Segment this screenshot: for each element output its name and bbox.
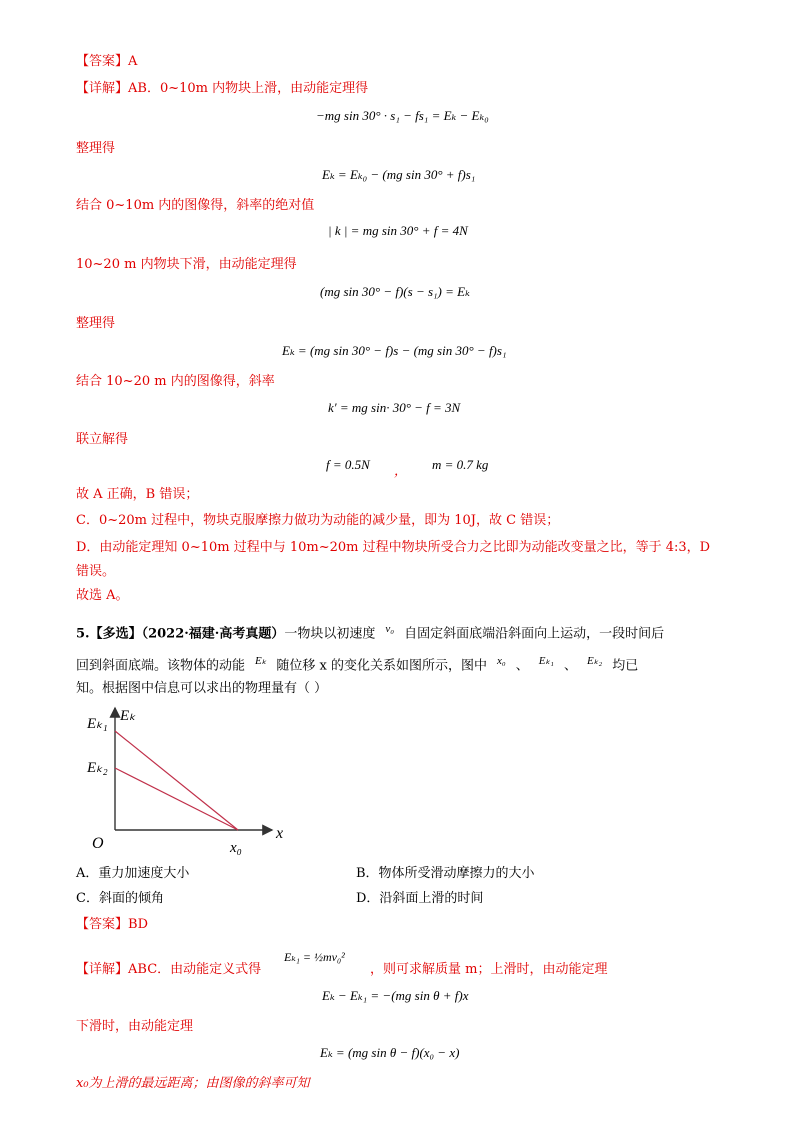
separator: 、 — [564, 658, 578, 674]
option-c[interactable]: C．斜面的倾角 — [76, 891, 164, 906]
detail-line-5: 整理得 — [76, 316, 116, 331]
answer-value: A — [128, 54, 138, 69]
equation-3: | k | = mg sin 30° + f = 4N — [328, 223, 468, 238]
option-a[interactable]: A．重力加速度大小 — [76, 866, 190, 881]
detail2-line-1 — [76, 961, 261, 979]
detail2-line-1b: ，则可求解质量 m；上滑时，由动能定理 — [370, 962, 608, 977]
question-text-2: 自固定斜面底端沿斜面向上运动，一段时间后 — [404, 626, 665, 642]
detail-line-11: 故选 A。 — [76, 588, 129, 603]
detail-line-10a: D．由动能定理知 0~10m 过程中与 10m~20m 过程中物块所受合力之比即为动能改变量之比，等于 4:3，D — [76, 540, 711, 555]
question-source: （2022·福建·高考真题） — [141, 626, 285, 642]
equation-4: (mg sin 30° − f)(s − s₁) = Eₖ — [320, 284, 470, 299]
question-5-line-1 — [76, 620, 664, 643]
ek1-label: Eₖ₁ — [87, 716, 108, 732]
option-d[interactable]: D．沿斜面上滑的时间 — [356, 891, 484, 906]
equation-9: Eₖ = (mg sin θ − f)(x₀ − x) — [320, 1045, 460, 1060]
x0-label: x₀ — [230, 840, 242, 856]
detail-line-10b: 错误。 — [76, 564, 116, 579]
detail-line-6: 结合 10~20 m 内的图像得，斜率 — [76, 374, 275, 389]
equation-7-separator: ， — [394, 463, 408, 478]
equation-7a: f = 0.5N — [326, 457, 370, 472]
answer-line-2 — [76, 916, 148, 934]
answer-line-1 — [76, 53, 137, 71]
detail-text: ABC．由动能定义式得 — [128, 962, 262, 977]
detail-text: AB．0~10m 内物块上滑，由动能定理得 — [128, 81, 369, 96]
question-5-line-2 — [76, 652, 638, 675]
equation-5: Eₖ = (mg sin 30° − f)s − (mg sin 30° − f)s₁ — [282, 343, 507, 358]
detail-line-4: 10~20 m 内物块下滑，由动能定理得 — [76, 257, 297, 272]
answer-value: BD — [128, 917, 148, 932]
detail-line-2: 整理得 — [76, 141, 116, 156]
answer-bracket: 【答案】 — [76, 54, 129, 69]
answer-bracket: 【答案】 — [76, 917, 129, 932]
question-tag: 【多选】 — [89, 626, 142, 642]
symbol-ek2: Eₖ₂ — [587, 655, 603, 667]
y-axis-label: Eₖ — [120, 708, 136, 724]
detail-label: 【详解】 — [76, 962, 129, 977]
origin-label: O — [92, 835, 104, 852]
ek2-line — [115, 768, 238, 830]
question-text-3: 回到斜面底端。该物体的动能 — [76, 658, 246, 674]
detail-label: 【详解】 — [76, 81, 129, 96]
symbol-v0: v₀ — [385, 623, 395, 635]
question-text-4: 随位移 x 的变化关系如图所示，图中 — [276, 658, 488, 674]
symbol-ek: Eₖ — [255, 655, 267, 667]
equation-2: Eₖ = Eₖ₀ − (mg sin 30° + f)s₁ — [322, 167, 476, 182]
ek1-line — [115, 731, 238, 830]
detail2-line-2: 下滑时，由动能定理 — [76, 1019, 194, 1034]
detail-line-7: 联立解得 — [76, 432, 129, 447]
equation-7b: m = 0.7 kg — [432, 457, 489, 472]
separator: 、 — [515, 658, 529, 674]
question-number: 5. — [76, 626, 90, 642]
question-text-5: 均已 — [612, 658, 639, 674]
detail-line-1 — [76, 80, 368, 98]
option-b[interactable]: B．物体所受滑动摩擦力的大小 — [356, 866, 535, 881]
ek2-label: Eₖ₂ — [87, 760, 108, 776]
ek-x-graph — [84, 700, 294, 862]
symbol-ek1: Eₖ₁ — [538, 655, 554, 667]
symbol-x0: x₀ — [497, 655, 506, 667]
detail2-line-3: x₀为上滑的最远距离；由图像的斜率可知 — [76, 1076, 310, 1091]
equation-def: Eₖ₁ = ½mv₀² — [284, 950, 345, 964]
equation-6: k′ = mg sin· 30° − f = 3N — [328, 400, 461, 415]
equation-8: Eₖ − Eₖ₁ = −(mg sin θ + f)x — [322, 988, 469, 1003]
detail-line-3: 结合 0~10m 内的图像得，斜率的绝对值 — [76, 198, 315, 213]
x-axis-label: x — [276, 825, 284, 842]
question-text: 一物块以初速度 — [284, 626, 376, 642]
question-5-line-3: 知。根据图中信息可以求出的物理量有（ ） — [76, 681, 328, 696]
equation-1: −mg sin 30° · s₁ − fs₁ = Eₖ − Eₖ₀ — [316, 108, 489, 123]
detail-line-9: C．0~20m 过程中，物块克服摩擦力做功为动能的减少量，即为 10J，故 C 错误； — [76, 513, 560, 528]
detail-line-8: 故 A 正确，B 错误； — [76, 487, 199, 502]
